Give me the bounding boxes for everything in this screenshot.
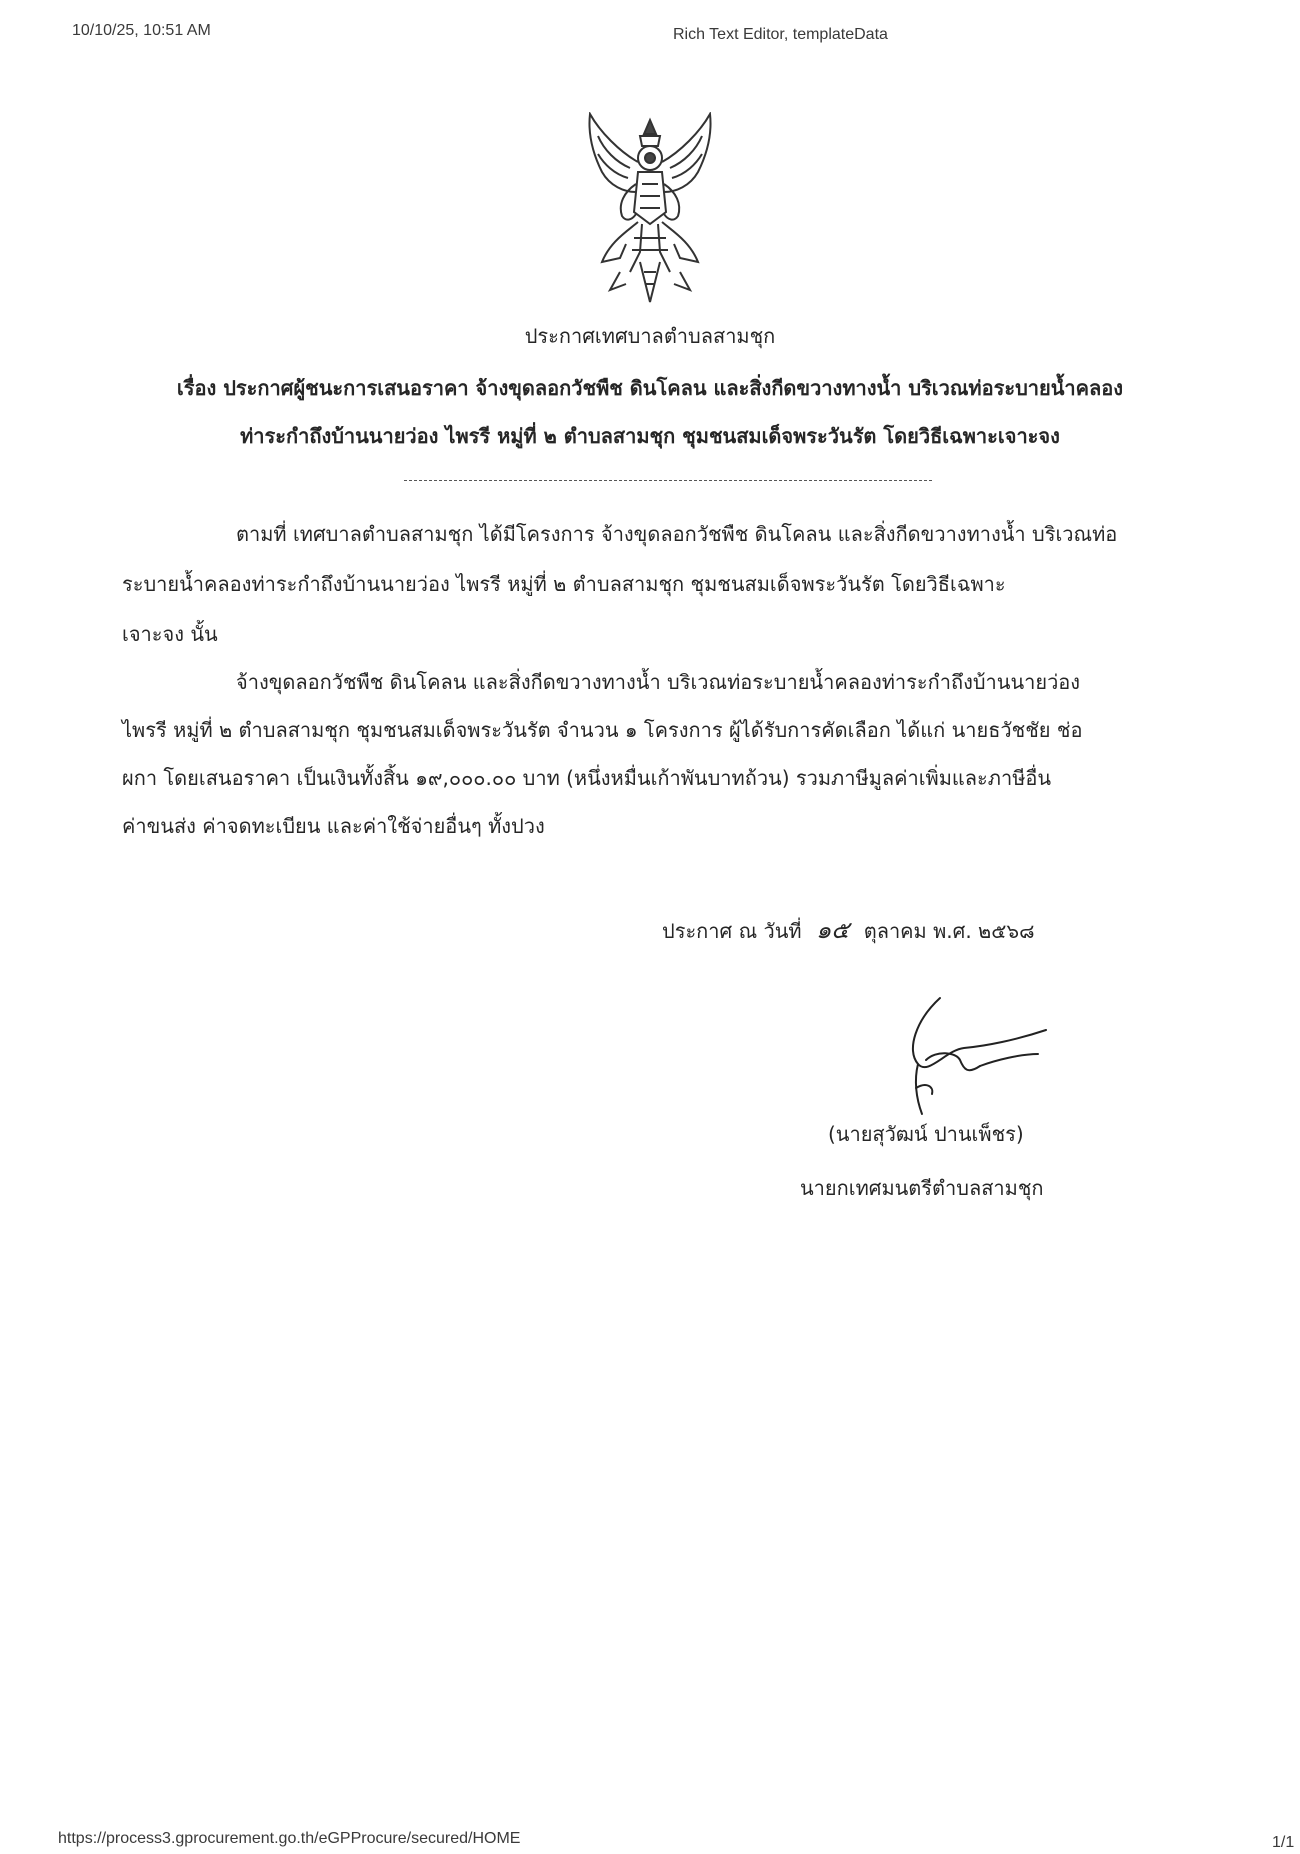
paragraph-1-line-3: เจาะจง นั้น [122,622,218,646]
print-timestamp: 10/10/25, 10:51 AM [72,22,211,39]
subject-line-2: ท่าระกำถึงบ้านนายว่อง ไพรรี หมู่ที่ ๒ ตำบลสามชุก ชุมชนสมเด็จพระวันรัต โดยวิธีเฉพาะเจาะจง [240,424,1060,448]
divider [404,480,932,481]
paragraph-1-line-1: ตามที่ เทศบาลตำบลสามชุก ได้มีโครงการ จ้างขุดลอกวัชพืช ดินโคลน และสิ่งกีดขวางทางน้ำ บริเวณท่อ [236,522,1118,546]
date-prefix: ประกาศ ณ วันที่ [662,919,802,943]
paragraph-2-line-2: ไพรรี หมู่ที่ ๒ ตำบลสามชุก ชุมชนสมเด็จพระวันรัต จำนวน ๑ โครงการ ผู้ได้รับการคัดเลือก ได้แก่ นายธวัชชัย ช่อ [122,718,1083,742]
signer-name: (นายสุวัฒน์ ปานเพ็ชร) [828,1122,1024,1146]
paragraph-2-line-1: จ้างขุดลอกวัชพืช ดินโคลน และสิ่งกีดขวางทางน้ำ บริเวณท่อระบายน้ำคลองท่าระกำถึงบ้านนายว่อง [236,670,1081,694]
print-page-number: 1/1 [1272,1834,1295,1851]
date-day-handwritten: ๑๕ [815,916,850,944]
garuda-emblem-icon [580,112,720,310]
signature-icon [856,990,1056,1118]
print-title: Rich Text Editor, templateData [673,26,888,43]
paragraph-1-line-2: ระบายน้ำคลองท่าระกำถึงบ้านนายว่อง ไพรรี หมู่ที่ ๒ ตำบลสามชุก ชุมชนสมเด็จพระวันรัต โดยวิธีเฉพาะ [122,572,1006,596]
issuer-heading: ประกาศเทศบาลตำบลสามชุก [524,324,776,348]
date-suffix: ตุลาคม พ.ศ. ๒๕๖๘ [863,919,1035,943]
paragraph-2-line-4: ค่าขนส่ง ค่าจดทะเบียน และค่าใช้จ่ายอื่นๆ ทั้งปวง [122,814,545,838]
paragraph-2-line-3: ผกา โดยเสนอราคา เป็นเงินทั้งสิ้น ๑๙,๐๐๐.๐๐ บาท (หนึ่งหมื่นเก้าพันบาทถ้วน) รวมภาษีมูลค่าเพิ่มและภาษีอื่น [122,766,1052,790]
print-header [0,22,1300,46]
announcement-date [662,910,1035,949]
signer-position: นายกเทศมนตรีตำบลสามชุก [800,1176,1044,1200]
subject-line-1: เรื่อง ประกาศผู้ชนะการเสนอราคา จ้างขุดลอกวัชพืช ดินโคลน และสิ่งกีดขวางทางน้ำ บริเวณท่อระบายน้ำคลอง [176,376,1124,400]
print-url: https://process3.gprocurement.go.th/eGPProcure/secured/HOME [58,1830,521,1847]
